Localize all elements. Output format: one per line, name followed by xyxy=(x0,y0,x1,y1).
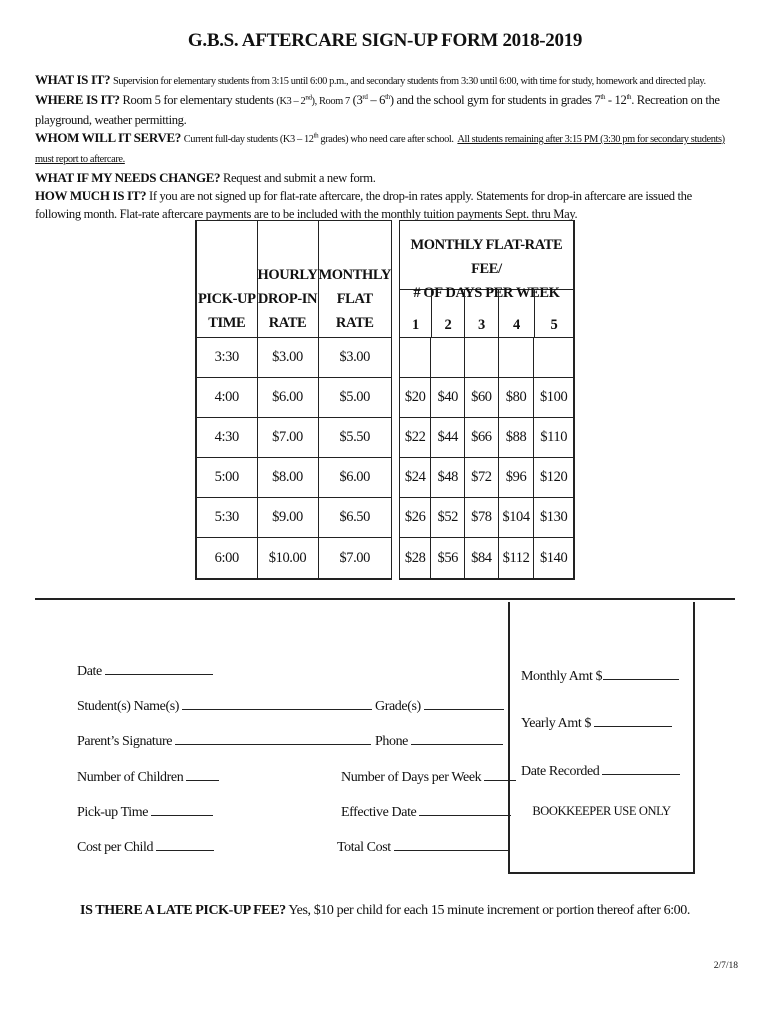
field-label: Student(s) Name(s) xyxy=(77,699,180,714)
where-answer-part: ), Room 7 xyxy=(311,96,350,107)
what-answer: Supervision for elementary students from 3:15 until 6:00 p.m., and secondary students from 3:30 until 6:00, with time for study, homework and directed play. xyxy=(112,76,706,87)
flat-fee-cell: $84 xyxy=(465,538,499,580)
pickup-time-cell: 5:30 xyxy=(196,498,257,538)
ordinal-sup: th xyxy=(385,92,390,101)
column-gap xyxy=(391,458,399,498)
total-cost-field[interactable] xyxy=(337,836,509,856)
pickup-time-blank[interactable] xyxy=(151,801,213,816)
header-line: DROP-IN xyxy=(257,291,318,307)
pickup-time-cell: 6:00 xyxy=(196,538,257,580)
info-section xyxy=(35,71,740,223)
grades-blank[interactable] xyxy=(424,695,504,710)
effective-date-field[interactable] xyxy=(341,801,511,821)
day-header: 2 xyxy=(432,290,465,337)
monthly-amt-field[interactable] xyxy=(521,665,679,685)
flat-fee-cell: $40 xyxy=(431,378,465,418)
flat-fee-cell xyxy=(498,338,534,378)
late-fee-answer: Yes, $10 per child for each 15 minute increment or portion thereof after 6:00. xyxy=(288,903,690,918)
hourly-rate-cell: $9.00 xyxy=(257,498,318,538)
flat-fee-cell: $96 xyxy=(498,458,534,498)
days-header-row xyxy=(400,290,573,337)
field-label: Pick-up Time xyxy=(77,805,149,820)
hourly-rate-cell: $7.00 xyxy=(257,418,318,458)
revision-date: 2/7/18 xyxy=(713,961,738,971)
day-header: 4 xyxy=(499,290,535,337)
monthly-rate-cell: $6.50 xyxy=(318,498,391,538)
whom-question: WHOM WILL IT SERVE? xyxy=(35,130,181,145)
cost-answer: If you are not signed up for flat-rate aftercare, the drop-in rates apply. Statements for drop-in aftercare are issued the following month. Flat-rate aftercare payments are to be included with the monthly tuition payments Sept. thru May. xyxy=(35,189,692,221)
rates-table xyxy=(195,220,575,580)
hourly-rate-cell: $10.00 xyxy=(257,538,318,580)
pickup-time-field[interactable] xyxy=(77,801,213,821)
column-gap xyxy=(391,538,399,580)
flat-fee-cell: $48 xyxy=(431,458,465,498)
where-answer-part: (K3 – 2 xyxy=(276,96,306,107)
where-answer-small xyxy=(276,93,350,107)
column-gap xyxy=(391,418,399,458)
flat-fee-cell: $72 xyxy=(465,458,499,498)
monthly-rate-cell: $6.00 xyxy=(318,458,391,498)
where-question: WHERE IS IT? xyxy=(35,92,120,107)
rate-row xyxy=(196,498,574,538)
ordinal-sup: rd xyxy=(362,92,368,101)
where-answer-part: - 12 xyxy=(605,93,627,107)
column-gap xyxy=(391,221,399,338)
signature-blank[interactable] xyxy=(175,730,371,745)
date-blank[interactable] xyxy=(105,660,213,675)
late-fee-question: IS THERE A LATE PICK-UP FEE? xyxy=(80,903,286,918)
flat-fee-cell: $44 xyxy=(431,418,465,458)
flat-fee-cell: $112 xyxy=(498,538,534,580)
field-label: Date Recorded xyxy=(521,764,600,779)
ordinal-sup: nd xyxy=(305,93,312,102)
what-paragraph xyxy=(35,71,740,91)
field-label: Cost per Child xyxy=(77,840,154,855)
where-answer-part: – 6 xyxy=(367,93,386,107)
flat-fee-cell: $80 xyxy=(498,378,534,418)
flat-rate-title xyxy=(400,221,573,301)
field-label: Total Cost xyxy=(337,840,391,855)
flat-fee-cell: $24 xyxy=(399,458,431,498)
monthly-rate-cell: $5.00 xyxy=(318,378,391,418)
date-recorded-blank[interactable] xyxy=(602,760,680,775)
cost-per-child-field[interactable] xyxy=(77,836,214,856)
hourly-rate-cell: $8.00 xyxy=(257,458,318,498)
field-label: Monthly Amt $ xyxy=(521,669,603,684)
bookkeeper-box xyxy=(508,602,695,874)
monthly-rate-cell: $5.50 xyxy=(318,418,391,458)
change-paragraph xyxy=(35,169,740,187)
cost-paragraph xyxy=(35,187,740,223)
phone-field[interactable] xyxy=(375,730,503,750)
students-field[interactable] xyxy=(77,695,372,715)
flat-fee-cell: $20 xyxy=(399,378,431,418)
whom-paragraph xyxy=(35,129,740,169)
field-label: Number of Days per Week xyxy=(341,770,482,785)
flat-fee-cell xyxy=(534,338,574,378)
section-divider xyxy=(35,598,735,600)
header-line: TIME xyxy=(208,315,246,331)
day-header: 1 xyxy=(400,290,432,337)
flat-fee-cell: $26 xyxy=(399,498,431,538)
flat-fee-cell: $110 xyxy=(534,418,574,458)
what-question: WHAT IS IT? xyxy=(35,72,111,87)
total-cost-blank[interactable] xyxy=(394,836,509,851)
hourly-rate-cell: $6.00 xyxy=(257,378,318,418)
pickup-time-cell: 4:00 xyxy=(196,378,257,418)
pickup-time-cell: 4:30 xyxy=(196,418,257,458)
header-line: MONTHLY xyxy=(318,267,391,283)
effective-date-blank[interactable] xyxy=(419,801,511,816)
where-answer-part: (3 xyxy=(352,93,363,107)
flat-fee-cell xyxy=(465,338,499,378)
column-gap xyxy=(391,498,399,538)
flat-fee-cell: $66 xyxy=(465,418,499,458)
flat-fee-cell: $78 xyxy=(465,498,499,538)
num-children-blank[interactable] xyxy=(186,766,219,781)
flat-fee-cell: $56 xyxy=(431,538,465,580)
cost-question: HOW MUCH IS IT? xyxy=(35,188,147,203)
header-line: FLAT xyxy=(336,291,373,307)
rate-row xyxy=(196,538,574,580)
students-blank[interactable] xyxy=(182,695,372,710)
hourly-rate-cell: $3.00 xyxy=(257,338,318,378)
where-paragraph xyxy=(35,91,740,129)
monthly-rate-header xyxy=(318,221,391,338)
header-line: # OF DAYS PER WEEK xyxy=(413,285,560,301)
rate-row xyxy=(196,378,574,418)
flat-fee-cell: $130 xyxy=(534,498,574,538)
field-label: Grade(s) xyxy=(375,699,421,714)
flat-fee-cell: $104 xyxy=(498,498,534,538)
rate-row xyxy=(196,418,574,458)
parent-signature-field[interactable] xyxy=(77,730,371,750)
report-notice: All students remaining after 3:15 PM (3:30 pm for secondary students) must report to aftercare. xyxy=(35,134,725,165)
yearly-amt-field[interactable] xyxy=(521,712,672,732)
column-gap xyxy=(391,378,399,418)
flat-fee-cell: $52 xyxy=(431,498,465,538)
change-answer: Request and submit a new form. xyxy=(223,171,376,185)
yearly-amt-blank[interactable] xyxy=(594,712,672,727)
date-recorded-field[interactable] xyxy=(521,760,680,780)
flat-fee-cell: $140 xyxy=(534,538,574,580)
header-line: RATE xyxy=(268,315,307,331)
bookkeeper-label: BOOKKEEPER USE ONLY xyxy=(532,804,671,818)
header-line: RATE xyxy=(335,315,374,331)
day-header: 3 xyxy=(465,290,499,337)
monthly-rate-cell: $3.00 xyxy=(318,338,391,378)
date-field[interactable] xyxy=(77,660,213,680)
pickup-time-cell: 5:00 xyxy=(196,458,257,498)
flat-fee-cell: $28 xyxy=(399,538,431,580)
form-title: G.B.S. AFTERCARE SIGN-UP FORM 2018-2019 xyxy=(187,30,583,51)
column-gap xyxy=(391,338,399,378)
field-label: Phone xyxy=(375,734,409,749)
where-answer-part: . Recreation on the playground, weather permitting. xyxy=(35,93,720,127)
flat-fee-cell: $22 xyxy=(399,418,431,458)
flat-fee-cell: $100 xyxy=(534,378,574,418)
whom-answer-part: Current full-day students (K3 – 12 xyxy=(183,134,314,145)
grades-field[interactable] xyxy=(375,695,504,715)
monthly-amt-blank[interactable] xyxy=(603,665,679,680)
pickup-time-header xyxy=(196,221,257,338)
header-line: HOURLY xyxy=(257,267,318,283)
day-header: 5 xyxy=(550,317,558,333)
monthly-rate-cell: $7.00 xyxy=(318,538,391,580)
field-label: Yearly Amt $ xyxy=(521,716,592,731)
whom-answer-part: grades) who need care after school. xyxy=(318,134,454,145)
late-fee-note xyxy=(0,903,770,919)
flat-fee-cell xyxy=(431,338,465,378)
field-label: Date xyxy=(77,664,102,679)
field-label: Number of Children xyxy=(77,770,184,785)
cost-per-child-blank[interactable] xyxy=(156,836,214,851)
header-line: MONTHLY FLAT-RATE FEE/ xyxy=(410,237,563,277)
num-days-field[interactable] xyxy=(341,766,516,786)
flat-fee-cell: $120 xyxy=(534,458,574,498)
flat-fee-cell xyxy=(399,338,431,378)
field-label: Effective Date xyxy=(341,805,417,820)
rate-row xyxy=(196,338,574,378)
flat-fee-cell: $88 xyxy=(498,418,534,458)
ordinal-sup: th xyxy=(600,92,606,101)
field-label: Parent’s Signature xyxy=(77,734,173,749)
hourly-rate-header xyxy=(257,221,318,338)
change-question: WHAT IF MY NEEDS CHANGE? xyxy=(35,170,221,185)
ordinal-sup: th xyxy=(626,92,632,101)
header-line: PICK-UP xyxy=(197,291,256,307)
flat-fee-cell: $60 xyxy=(465,378,499,418)
ordinal-sup: th xyxy=(313,131,319,140)
rate-row xyxy=(196,458,574,498)
where-answer-part: ) and the school gym for students in grades 7 xyxy=(389,93,601,107)
where-answer-part: Room 5 for elementary students xyxy=(122,93,274,107)
pickup-time-cell: 3:30 xyxy=(196,338,257,378)
phone-blank[interactable] xyxy=(411,730,503,745)
flat-rate-group-header xyxy=(399,221,574,338)
num-children-field[interactable] xyxy=(77,766,219,786)
